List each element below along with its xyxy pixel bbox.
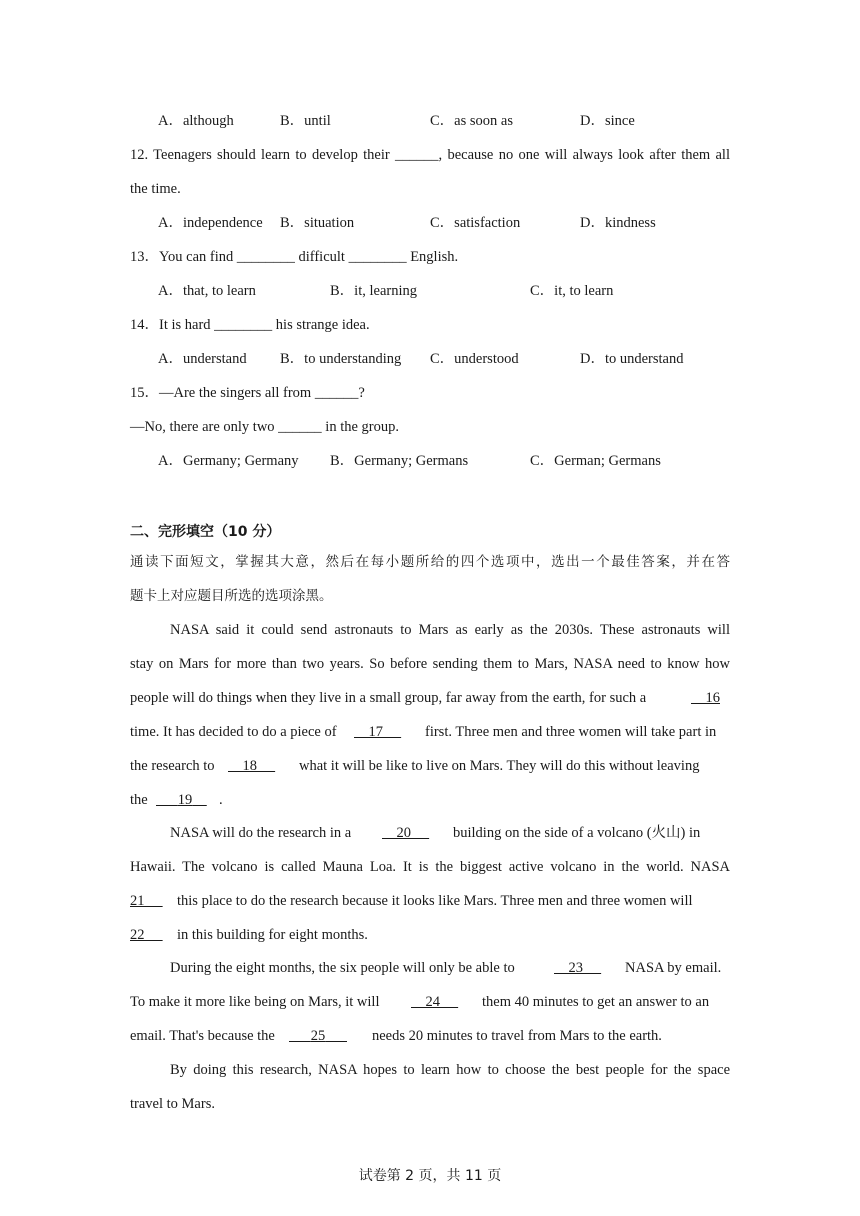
- passage-p1-line6b: .: [219, 792, 223, 808]
- passage-p1-line1: NASA said it could send astronauts to Mars as early as the 2030s. These astronauts will: [170, 622, 730, 638]
- passage-p3-line1a: During the eight months, the six people will only be able to: [170, 960, 515, 976]
- q15-stem: 15．—Are the singers all from ______?: [130, 385, 365, 401]
- blank-19: 19: [177, 792, 193, 808]
- q15-option-a: A．Germany; Germany: [158, 453, 299, 469]
- passage-p2-line4b: in this building for eight months.: [177, 927, 368, 943]
- q15-reply: —No, there are only two ______ in the group.: [130, 419, 400, 435]
- passage-p2-line2: Hawaii. The volcano is called Mauna Loa. It is the biggest active volcano in the world. NASA: [130, 859, 730, 875]
- q12-stem-line1: 12. Teenagers should learn to develop their ______, because no one will always look after them all: [130, 147, 730, 163]
- q12-option-c: C．satisfaction: [430, 215, 521, 231]
- passage-p3-line2b: them 40 minutes to get an answer to an: [482, 994, 710, 1010]
- blank-23: 23: [568, 960, 583, 976]
- blank-22: 22: [130, 927, 145, 943]
- passage-p1-line5a: the research to: [130, 758, 215, 774]
- blank-16: 16: [705, 690, 720, 706]
- passage-p1-line2: stay on Mars for more than two years. So before sending them to Mars, NASA need to know how: [130, 656, 730, 672]
- q13-option-b: B．it, learning: [330, 283, 417, 299]
- q14-stem: 14．It is hard ________ his strange idea.: [130, 317, 370, 333]
- passage-p2-line3b: this place to do the research because it looks like Mars. Three men and three women will: [177, 893, 693, 909]
- q14-option-c: C．understood: [430, 351, 519, 367]
- passage-p1-line6a: the: [130, 792, 148, 808]
- q11-option-a: A．although: [158, 113, 234, 129]
- blank-17: 17: [368, 724, 383, 740]
- passage-p1-line4a: time. It has decided to do a piece of: [130, 724, 337, 740]
- q13-option-a: A．that, to learn: [158, 283, 256, 299]
- q11-option-b: B．until: [280, 113, 331, 129]
- q12-option-b: B．situation: [280, 215, 355, 231]
- passage-p3-line3b: needs 20 minutes to travel from Mars to the earth.: [372, 1028, 662, 1044]
- passage-p1-line4b: first. Three men and three women will take part in: [425, 724, 717, 740]
- q13-stem: 13．You can find ________ difficult ________ English.: [130, 249, 459, 265]
- passage-p4-line2: travel to Mars.: [130, 1096, 215, 1112]
- q14-option-b: B．to understanding: [280, 351, 402, 367]
- passage-p1-line5b: what it will be like to live on Mars. They will do this without leaving: [299, 758, 700, 774]
- blank-21: 21: [130, 893, 145, 909]
- q13-option-c: C．it, to learn: [530, 283, 614, 299]
- passage-p2-line1b: building on the side of a volcano (火山) in: [453, 825, 701, 841]
- page-footer: 试卷第 2 页，共 11 页: [358, 1168, 502, 1184]
- q15-option-b: B．Germany; Germans: [330, 453, 469, 469]
- q12-option-d: D．kindness: [580, 215, 656, 231]
- passage-p3-line1b: NASA by email.: [625, 960, 722, 976]
- blank-25: 25: [310, 1028, 326, 1044]
- q14-option-a: A．understand: [158, 351, 247, 367]
- q12-stem-line2: the time.: [130, 181, 181, 197]
- passage-p2-line1a: NASA will do the research in a: [170, 825, 352, 841]
- blank-20: 20: [396, 825, 411, 841]
- q15-option-c: C．German; Germans: [530, 453, 661, 469]
- passage-p1-line3: people will do things when they live in a small group, far away from the earth, for such a: [130, 690, 647, 706]
- blank-18: 18: [242, 758, 257, 774]
- passage-p3-line2a: To make it more like being on Mars, it will: [130, 994, 380, 1010]
- q11-option-d: D．since: [580, 113, 635, 129]
- q11-option-c: C．as soon as: [430, 113, 513, 129]
- q12-option-a: A．independence: [158, 215, 263, 231]
- section-heading: 二、完形填空（10 分）: [130, 524, 281, 540]
- section-instruction-line2: 题卡上对应题目所选的选项涂黑。: [130, 588, 333, 604]
- passage-p4-line1: By doing this research, NASA hopes to learn how to choose the best people for the space: [170, 1062, 730, 1078]
- section-instruction-line1: 通读下面短文，掌握其大意，然后在每小题所给的四个选项中，选出一个最佳答案，并在答: [130, 554, 730, 570]
- blank-24: 24: [425, 994, 440, 1010]
- passage-p3-line3a: email. That's because the: [130, 1028, 275, 1044]
- q14-option-d: D．to understand: [580, 351, 684, 367]
